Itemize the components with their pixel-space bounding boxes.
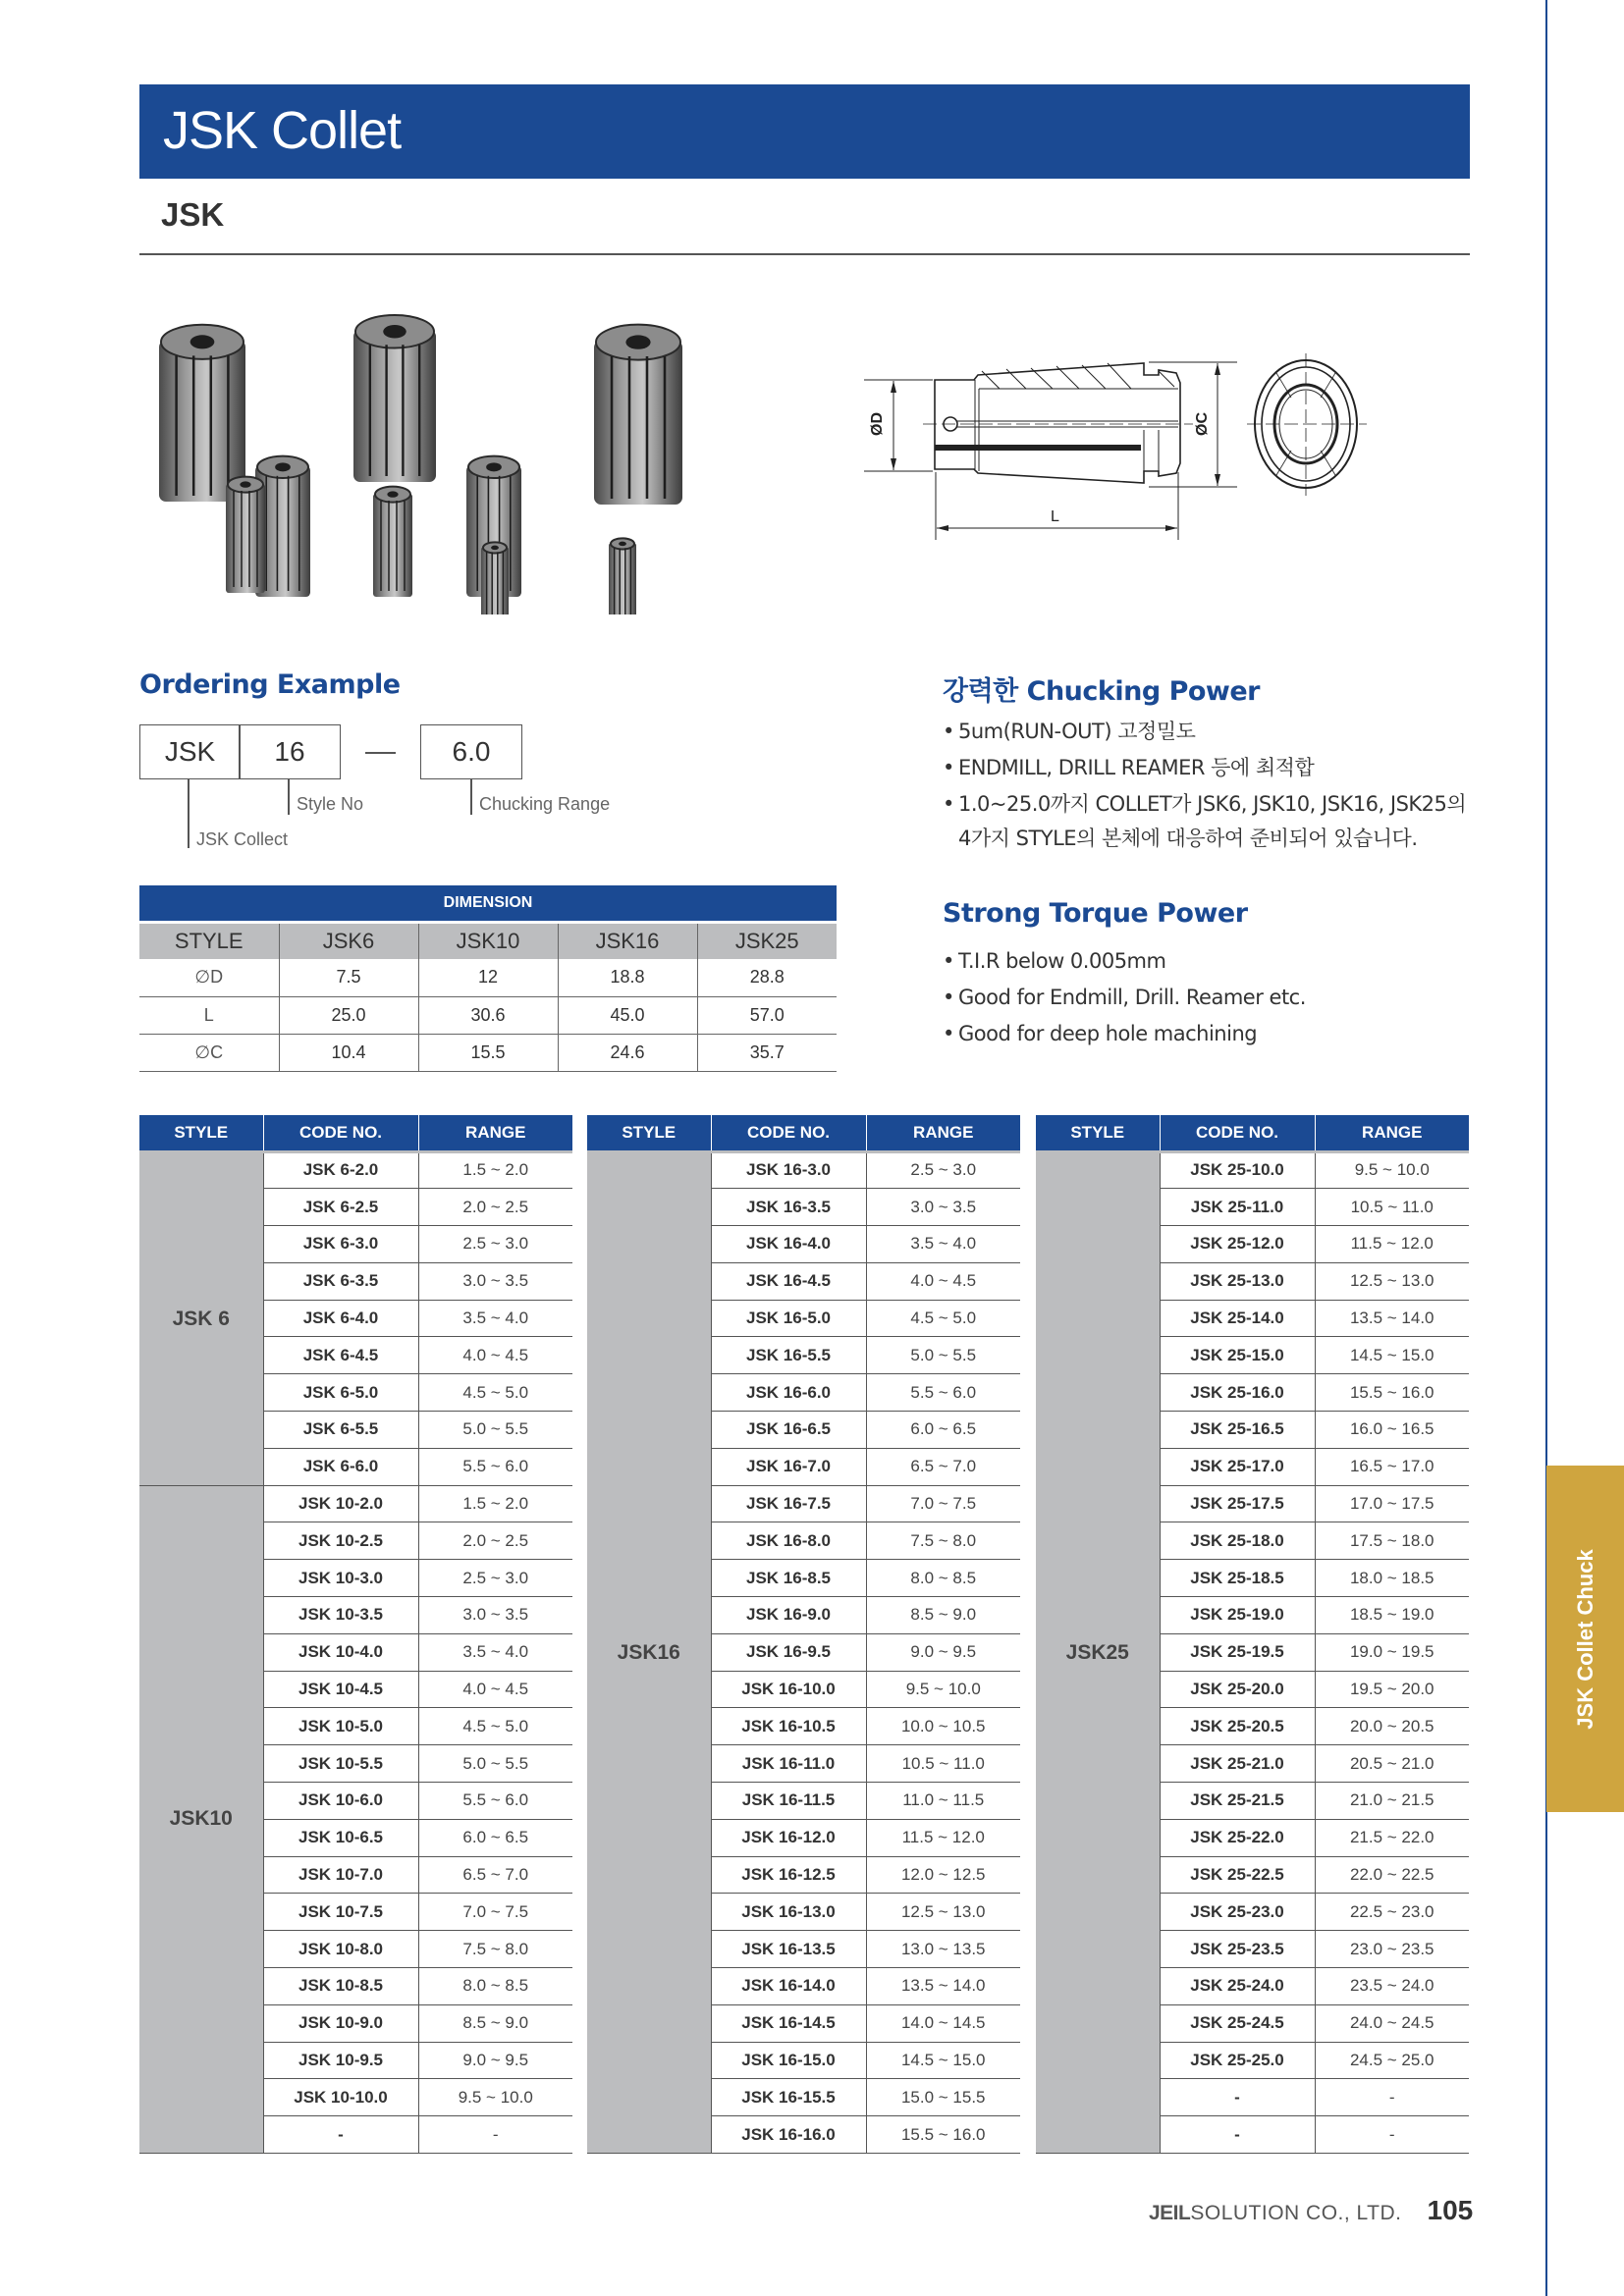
side-tab-label: JSK Collet Chuck [1572, 1548, 1597, 1730]
code-no-cell: JSK 10-5.0 [263, 1708, 418, 1745]
code-no-cell: JSK 6-4.5 [263, 1337, 418, 1374]
code-no-cell: JSK 16-8.0 [711, 1522, 866, 1560]
code-no-cell: JSK 25-21.0 [1160, 1745, 1315, 1783]
range-cell: 6.0 ~ 6.5 [866, 1412, 1020, 1449]
label-style-no: Style No [297, 794, 364, 814]
range-cell: 6.0 ~ 6.5 [418, 1819, 572, 1856]
range-cell: 21.5 ~ 22.0 [1315, 1819, 1469, 1856]
range-cell: 13.0 ~ 13.5 [866, 1931, 1020, 1968]
dimension-row [139, 996, 837, 1034]
list-item: • Good for Endmill, Drill. Reamer etc. [943, 986, 1306, 1009]
range-cell: 13.5 ~ 14.0 [866, 1968, 1020, 2005]
code-no-cell: JSK 16-7.0 [711, 1448, 866, 1485]
table-row [139, 1151, 572, 1189]
collet-image [159, 325, 245, 502]
code-no-cell: JSK 6-4.0 [263, 1300, 418, 1337]
dimension-value: 7.5 [279, 959, 418, 996]
range-cell: 9.5 ~ 10.0 [418, 2079, 572, 2116]
collet-image [353, 315, 436, 482]
dimension-value: 25.0 [279, 996, 418, 1034]
range-cell: 3.0 ~ 3.5 [866, 1189, 1020, 1226]
code-no-cell: JSK 16-12.0 [711, 1819, 866, 1856]
range-cell: 17.0 ~ 17.5 [1315, 1485, 1469, 1522]
range-cell: 8.0 ~ 8.5 [866, 1560, 1020, 1597]
range-cell: 24.5 ~ 25.0 [1315, 2042, 1469, 2079]
code-no-cell: JSK 16-3.0 [711, 1151, 866, 1189]
code-no-cell: JSK 6-5.5 [263, 1412, 418, 1449]
code-no-cell: JSK 16-11.5 [711, 1783, 866, 1820]
range-cell: 20.5 ~ 21.0 [1315, 1745, 1469, 1783]
code-no-cell: JSK 16-15.5 [711, 2079, 866, 2116]
dimension-table-title: DIMENSION [443, 893, 533, 911]
range-cell: 13.5 ~ 14.0 [1315, 1300, 1469, 1337]
dimension-value: 15.5 [418, 1034, 558, 1071]
style-cell: JSK16 [587, 1151, 711, 2154]
dimension-row [139, 959, 837, 996]
range-cell: 5.0 ~ 5.5 [418, 1412, 572, 1449]
dimension-value: 57.0 [697, 996, 837, 1034]
range-cell: 10.0 ~ 10.5 [866, 1708, 1020, 1745]
range-cell: 8.5 ~ 9.0 [866, 1597, 1020, 1634]
range-cell: 15.0 ~ 15.5 [866, 2079, 1020, 2116]
code-no-cell: - [263, 2116, 418, 2154]
range-cell: 10.5 ~ 11.0 [1315, 1189, 1469, 1226]
ordering-box-series: JSK [139, 724, 241, 779]
section-side-tab[interactable] [1546, 1466, 1624, 1812]
page-footer [1149, 2195, 1473, 2226]
code-no-cell: JSK 25-14.0 [1160, 1300, 1315, 1337]
code-no-cell: JSK 10-4.0 [263, 1633, 418, 1671]
code-no-cell: JSK 25-22.0 [1160, 1819, 1315, 1856]
range-cell: 22.0 ~ 22.5 [1315, 1856, 1469, 1894]
chucking-power-list [943, 714, 1466, 857]
dimension-value: 12 [418, 959, 558, 996]
column-header: JSK25 [697, 922, 837, 959]
range-cell: 4.0 ~ 4.5 [418, 1337, 572, 1374]
code-no-cell: JSK 25-21.5 [1160, 1783, 1315, 1820]
column-header-code: CODE NO. [263, 1115, 418, 1151]
range-cell: 15.5 ~ 16.0 [1315, 1374, 1469, 1412]
code-no-cell: JSK 25-22.5 [1160, 1856, 1315, 1894]
range-cell: 3.0 ~ 3.5 [418, 1262, 572, 1300]
code-no-cell: JSK 25-24.0 [1160, 1968, 1315, 2005]
range-cell: 7.5 ~ 8.0 [866, 1522, 1020, 1560]
range-cell: 7.5 ~ 8.0 [418, 1931, 572, 1968]
range-cell: 11.5 ~ 12.0 [1315, 1226, 1469, 1263]
code-no-cell: JSK 6-5.0 [263, 1374, 418, 1412]
range-cell: 1.5 ~ 2.0 [418, 1485, 572, 1522]
code-no-cell: JSK 25-16.5 [1160, 1412, 1315, 1449]
ordering-example-heading: Ordering Example [139, 669, 401, 700]
table-row [1036, 1151, 1469, 1189]
range-cell: 14.0 ~ 14.5 [866, 2004, 1020, 2042]
code-no-cell: JSK 10-10.0 [263, 2079, 418, 2116]
code-no-cell: JSK 16-14.0 [711, 1968, 866, 2005]
collet-image [373, 487, 412, 597]
code-no-cell: JSK 6-6.0 [263, 1448, 418, 1485]
code-no-cell: JSK 16-14.5 [711, 2004, 866, 2042]
code-no-cell: JSK 10-2.0 [263, 1485, 418, 1522]
code-no-cell: JSK 25-19.0 [1160, 1597, 1315, 1634]
code-no-cell: JSK 10-8.0 [263, 1931, 418, 1968]
dimension-label: ∅C [139, 1034, 279, 1071]
style-cell: JSK25 [1036, 1151, 1160, 2154]
code-no-cell: JSK 25-24.5 [1160, 2004, 1315, 2042]
length-l-label: L [1051, 508, 1059, 525]
range-cell: 18.0 ~ 18.5 [1315, 1560, 1469, 1597]
chucking-power-heading: 강력한 Chucking Power [943, 676, 1260, 707]
range-cell: 4.0 ~ 4.5 [866, 1262, 1020, 1300]
range-cell: 5.5 ~ 6.0 [866, 1374, 1020, 1412]
range-cell: 1.5 ~ 2.0 [418, 1151, 572, 1189]
list-item: • 1.0~25.0까지 COLLET가 JSK6, JSK10, JSK16, JSK25의 [943, 792, 1467, 816]
dimension-value: 35.7 [697, 1034, 837, 1071]
leader-line-collect [188, 779, 189, 848]
list-item: • T.I.R below 0.005mm [943, 949, 1166, 973]
column-header-code: CODE NO. [711, 1115, 866, 1151]
code-table-jsk16 [587, 1115, 1020, 2154]
column-header-style: STYLE [587, 1115, 711, 1151]
code-no-cell: JSK 25-13.0 [1160, 1262, 1315, 1300]
collet-image [594, 325, 682, 505]
range-cell: 23.0 ~ 23.5 [1315, 1931, 1469, 1968]
code-table-jsk6-jsk10 [139, 1115, 572, 2154]
code-no-cell: JSK 16-15.0 [711, 2042, 866, 2079]
range-cell: 4.5 ~ 5.0 [418, 1374, 572, 1412]
range-cell: 2.0 ~ 2.5 [418, 1522, 572, 1560]
range-cell: - [418, 2116, 572, 2154]
range-cell: 3.5 ~ 4.0 [418, 1633, 572, 1671]
page-title: JSK Collet [163, 101, 402, 160]
range-cell: 2.5 ~ 3.0 [418, 1560, 572, 1597]
range-cell: 5.0 ~ 5.5 [418, 1745, 572, 1783]
dimension-value: 10.4 [279, 1034, 418, 1071]
code-no-cell: JSK 10-7.5 [263, 1894, 418, 1931]
column-header-range: RANGE [866, 1115, 1020, 1151]
range-cell: 9.5 ~ 10.0 [1315, 1151, 1469, 1189]
range-cell: - [1315, 2079, 1469, 2116]
range-cell: 12.5 ~ 13.0 [866, 1894, 1020, 1931]
code-no-cell: JSK 25-11.0 [1160, 1189, 1315, 1226]
range-cell: 19.5 ~ 20.0 [1315, 1671, 1469, 1708]
dimension-row [139, 1034, 837, 1071]
column-header-style: STYLE [139, 1115, 263, 1151]
table-row [139, 1485, 572, 1522]
code-no-cell: JSK 25-17.5 [1160, 1485, 1315, 1522]
range-cell: 4.5 ~ 5.0 [418, 1708, 572, 1745]
end-view-drawing [1247, 353, 1367, 496]
code-no-cell: JSK 16-9.5 [711, 1633, 866, 1671]
range-cell: 3.5 ~ 4.0 [866, 1226, 1020, 1263]
code-no-cell: JSK 10-7.0 [263, 1856, 418, 1894]
code-no-cell: JSK 25-12.0 [1160, 1226, 1315, 1263]
dimension-table-header [139, 922, 837, 959]
range-cell: 2.5 ~ 3.0 [418, 1226, 572, 1263]
range-cell: 8.0 ~ 8.5 [418, 1968, 572, 2005]
column-header: JSK10 [418, 922, 558, 959]
code-no-cell: JSK 16-10.5 [711, 1708, 866, 1745]
range-cell: 16.0 ~ 16.5 [1315, 1412, 1469, 1449]
page-number: 105 [1427, 2195, 1474, 2225]
list-item: • Good for deep hole machining [943, 1022, 1258, 1045]
code-no-cell: JSK 16-7.5 [711, 1485, 866, 1522]
range-cell: 7.0 ~ 7.5 [866, 1485, 1020, 1522]
range-cell: 19.0 ~ 19.5 [1315, 1633, 1469, 1671]
range-cell: 22.5 ~ 23.0 [1315, 1894, 1469, 1931]
range-cell: 2.0 ~ 2.5 [418, 1189, 572, 1226]
column-header-code: CODE NO. [1160, 1115, 1315, 1151]
code-no-cell: JSK 25-23.5 [1160, 1931, 1315, 1968]
range-cell: 16.5 ~ 17.0 [1315, 1448, 1469, 1485]
range-cell: 8.5 ~ 9.0 [418, 2004, 572, 2042]
code-no-cell: - [1160, 2079, 1315, 2116]
code-no-cell: JSK 16-3.5 [711, 1189, 866, 1226]
code-no-cell: JSK 25-18.5 [1160, 1560, 1315, 1597]
label-chucking-range: Chucking Range [479, 794, 611, 814]
dimension-value: 30.6 [418, 996, 558, 1034]
range-cell: 5.0 ~ 5.5 [866, 1337, 1020, 1374]
column-header-style: STYLE [1036, 1115, 1160, 1151]
code-table-jsk25 [1036, 1115, 1469, 2154]
range-cell: 12.5 ~ 13.0 [1315, 1262, 1469, 1300]
list-item-continued: 4가지 STYLE의 본체에 대응하여 준비되어 있습니다. [958, 827, 1418, 850]
code-no-cell: JSK 10-9.0 [263, 2004, 418, 2042]
code-no-cell: JSK 25-16.0 [1160, 1374, 1315, 1412]
code-no-cell: JSK 16-13.5 [711, 1931, 866, 1968]
range-cell: 21.0 ~ 21.5 [1315, 1783, 1469, 1820]
dimension-value: 24.6 [558, 1034, 697, 1071]
collet-image [481, 542, 509, 614]
code-no-cell: JSK 10-4.5 [263, 1671, 418, 1708]
code-no-cell: JSK 16-16.0 [711, 2116, 866, 2154]
code-no-cell: JSK 16-8.5 [711, 1560, 866, 1597]
label-jsk-collect: JSK Collect [196, 829, 289, 849]
subtitle-divider [139, 253, 1470, 255]
column-header: JSK16 [558, 922, 697, 959]
column-header: JSK6 [279, 922, 418, 959]
code-no-cell: JSK 25-20.0 [1160, 1671, 1315, 1708]
code-no-cell: JSK 16-12.5 [711, 1856, 866, 1894]
ordering-dash [365, 752, 396, 754]
code-no-cell: JSK 16-11.0 [711, 1745, 866, 1783]
range-cell: 11.0 ~ 11.5 [866, 1783, 1020, 1820]
range-cell: 2.5 ~ 3.0 [866, 1151, 1020, 1189]
dimension-table [139, 885, 837, 1072]
code-no-cell: JSK 25-18.0 [1160, 1522, 1315, 1560]
range-cell: 4.0 ~ 4.5 [418, 1671, 572, 1708]
range-cell: 9.0 ~ 9.5 [418, 2042, 572, 2079]
code-no-cell: JSK 16-10.0 [711, 1671, 866, 1708]
code-no-cell: JSK 10-6.5 [263, 1819, 418, 1856]
torque-power-heading: Strong Torque Power [943, 898, 1248, 929]
style-cell: JSK 6 [139, 1151, 263, 1485]
code-no-cell: JSK 16-5.0 [711, 1300, 866, 1337]
dimension-label: ∅D [139, 959, 279, 996]
code-no-cell: JSK 10-9.5 [263, 2042, 418, 2079]
code-no-cell: JSK 16-5.5 [711, 1337, 866, 1374]
code-no-cell: JSK 16-4.0 [711, 1226, 866, 1263]
collet-dimension-drawing [864, 344, 1483, 540]
code-no-cell: JSK 6-3.0 [263, 1226, 418, 1263]
code-no-cell: JSK 16-13.0 [711, 1894, 866, 1931]
range-cell: 10.5 ~ 11.0 [866, 1745, 1020, 1783]
range-cell: 7.0 ~ 7.5 [418, 1894, 572, 1931]
code-no-cell: JSK 25-17.0 [1160, 1448, 1315, 1485]
code-no-cell: - [1160, 2116, 1315, 2154]
column-header-range: RANGE [418, 1115, 572, 1151]
code-no-cell: JSK 10-8.5 [263, 1968, 418, 2005]
torque-power-list [943, 943, 1306, 1052]
code-no-cell: JSK 25-15.0 [1160, 1337, 1315, 1374]
page-edge-rule [1545, 0, 1547, 2296]
footer-company: SOLUTION CO., LTD. [1190, 2202, 1402, 2224]
collet-image [609, 538, 636, 614]
code-no-cell: JSK 16-6.0 [711, 1374, 866, 1412]
style-cell: JSK10 [139, 1485, 263, 2153]
footer-brand: JEIL [1149, 2202, 1191, 2224]
collet-image [226, 477, 265, 593]
range-cell: 6.5 ~ 7.0 [866, 1448, 1020, 1485]
range-cell: 6.5 ~ 7.0 [418, 1856, 572, 1894]
code-no-cell: JSK 10-3.0 [263, 1560, 418, 1597]
code-no-cell: JSK 16-6.5 [711, 1412, 866, 1449]
table-row [587, 1151, 1020, 1189]
range-cell: 5.5 ~ 6.0 [418, 1783, 572, 1820]
column-header-range: RANGE [1315, 1115, 1469, 1151]
dimension-value: 28.8 [697, 959, 837, 996]
code-no-cell: JSK 25-25.0 [1160, 2042, 1315, 2079]
range-cell: 17.5 ~ 18.0 [1315, 1522, 1469, 1560]
diameter-d-label: ØD [869, 412, 886, 436]
code-no-cell: JSK 25-19.5 [1160, 1633, 1315, 1671]
code-no-cell: JSK 10-2.5 [263, 1522, 418, 1560]
title-banner [139, 84, 1470, 179]
ordering-box-range: 6.0 [420, 724, 522, 779]
range-cell: - [1315, 2116, 1469, 2154]
dimension-value: 45.0 [558, 996, 697, 1034]
code-no-cell: JSK 10-6.0 [263, 1783, 418, 1820]
code-no-cell: JSK 6-2.5 [263, 1189, 418, 1226]
code-no-cell: JSK 10-3.5 [263, 1597, 418, 1634]
dimension-value: 18.8 [558, 959, 697, 996]
product-photo [147, 291, 795, 614]
code-no-cell: JSK 25-23.0 [1160, 1894, 1315, 1931]
range-cell: 12.0 ~ 12.5 [866, 1856, 1020, 1894]
range-cell: 11.5 ~ 12.0 [866, 1819, 1020, 1856]
page-subtitle: JSK [161, 196, 225, 233]
code-no-cell: JSK 16-9.0 [711, 1597, 866, 1634]
code-no-cell: JSK 16-4.5 [711, 1262, 866, 1300]
diameter-c-label: ØC [1194, 412, 1211, 436]
range-cell: 9.5 ~ 10.0 [866, 1671, 1020, 1708]
range-cell: 18.5 ~ 19.0 [1315, 1597, 1469, 1634]
leader-line-style [288, 779, 290, 815]
range-cell: 14.5 ~ 15.0 [1315, 1337, 1469, 1374]
column-header: STYLE [139, 922, 279, 959]
code-no-cell: JSK 25-20.5 [1160, 1708, 1315, 1745]
range-cell: 3.0 ~ 3.5 [418, 1597, 572, 1634]
list-item: • 5um(RUN-OUT) 고정밀도 [943, 720, 1196, 743]
dimension-label: L [139, 996, 279, 1034]
range-cell: 5.5 ~ 6.0 [418, 1448, 572, 1485]
code-no-cell: JSK 6-3.5 [263, 1262, 418, 1300]
range-cell: 24.0 ~ 24.5 [1315, 2004, 1469, 2042]
code-no-cell: JSK 6-2.0 [263, 1151, 418, 1189]
range-cell: 9.0 ~ 9.5 [866, 1633, 1020, 1671]
range-cell: 4.5 ~ 5.0 [866, 1300, 1020, 1337]
code-no-cell: JSK 25-10.0 [1160, 1151, 1315, 1189]
leader-line-range [470, 779, 472, 815]
ordering-box-style: 16 [239, 724, 341, 779]
list-item: • ENDMILL, DRILL REAMER 등에 최적합 [943, 756, 1315, 779]
range-cell: 14.5 ~ 15.0 [866, 2042, 1020, 2079]
range-cell: 15.5 ~ 16.0 [866, 2116, 1020, 2154]
range-cell: 20.0 ~ 20.5 [1315, 1708, 1469, 1745]
range-cell: 23.5 ~ 24.0 [1315, 1968, 1469, 2005]
code-no-cell: JSK 10-5.5 [263, 1745, 418, 1783]
range-cell: 3.5 ~ 4.0 [418, 1300, 572, 1337]
